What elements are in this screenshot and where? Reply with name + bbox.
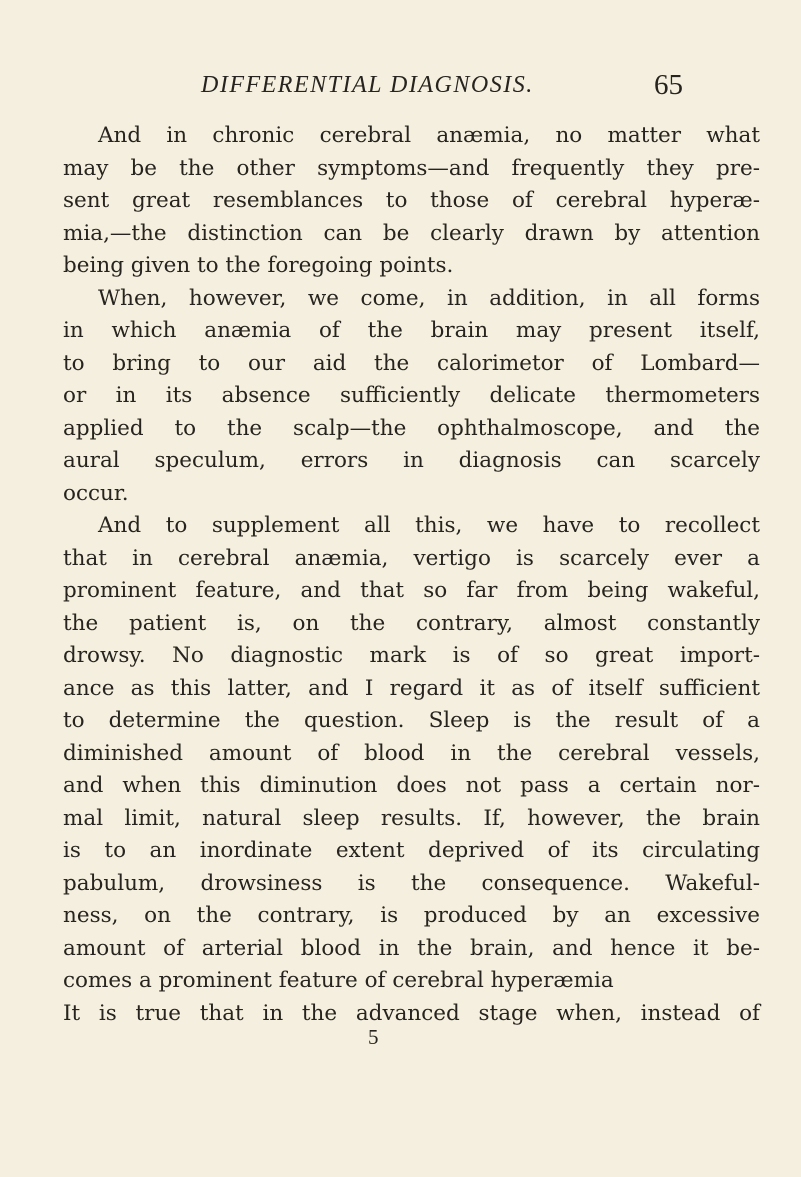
text-line: amount of arterial blood in the brain, and hence it be- <box>63 935 760 961</box>
text-line: may be the other symptoms—and frequently they pre- <box>63 155 760 181</box>
text-line: And in chronic cerebral anæmia, no matter what <box>98 123 760 148</box>
text-line: And to supplement all this, we have to recollect <box>98 513 760 538</box>
body-text <box>63 120 760 1030</box>
text-line: that in cerebral anæmia, vertigo is scarcely ever a <box>63 545 760 571</box>
text-line: ance as this latter, and I regard it as of itself sufficient <box>63 675 760 701</box>
text-line: the patient is, on the contrary, almost constantly <box>63 610 760 636</box>
text-line: to bring to our aid the calorimetor of Lombard— <box>63 350 760 376</box>
text-line: prominent feature, and that so far from being wakeful, <box>63 578 760 603</box>
text-line: or in its absence sufficiently delicate thermometers <box>63 383 760 408</box>
text-line: drowsy. No diagnostic mark is of so great import- <box>63 643 760 668</box>
text-line: comes a prominent feature of cerebral hyperæmia <box>63 968 614 993</box>
text-line: It is true that in the advanced stage when, instead of <box>63 1000 760 1026</box>
text-line: mal limit, natural sleep results. If, however, the brain <box>63 805 760 831</box>
text-line: in which anæmia of the brain may present itself, <box>63 318 760 343</box>
text-line: aural speculum, errors in diagnosis can scarcely <box>63 448 760 473</box>
text-line: is to an inordinate extent deprived of its circulating <box>63 838 760 863</box>
text-line: being given to the foregoing points. <box>63 253 454 278</box>
text-line: diminished amount of blood in the cerebral vessels, <box>63 740 760 766</box>
text-line: applied to the scalp—the ophthalmoscope, and the <box>63 415 760 441</box>
running-head <box>0 68 801 102</box>
text-line: ness, on the contrary, is produced by an excessive <box>63 903 760 928</box>
text-line: pabulum, drowsiness is the consequence. Wakeful- <box>63 870 760 896</box>
text-line: to determine the question. Sleep is the result of a <box>63 708 760 733</box>
running-title: DIFFERENTIAL DIAGNOSIS. <box>201 72 534 98</box>
page-number: 65 <box>654 69 683 101</box>
text-line: mia,—the distinction can be clearly drawn by attention <box>63 220 760 246</box>
text-line: and when this diminution does not pass a certain nor- <box>63 773 760 798</box>
signature-mark: 5 <box>368 1025 379 1049</box>
text-line: occur. <box>63 480 129 506</box>
text-line: sent great resemblances to those of cerebral hyperæ- <box>63 188 760 213</box>
text-line: When, however, we come, in addition, in all forms <box>98 285 760 311</box>
